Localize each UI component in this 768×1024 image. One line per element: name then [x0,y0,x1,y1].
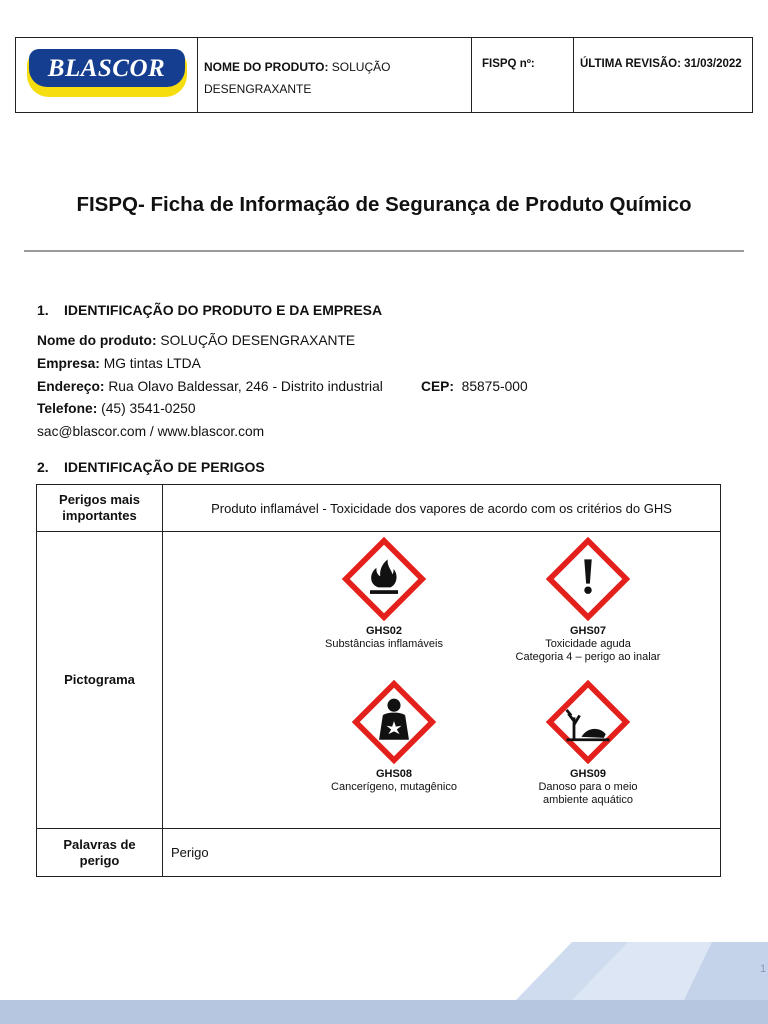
title-divider [24,250,744,252]
pictogram-ghs09: GHS09 Danoso para o meio ambiente aquático [493,680,683,807]
address-line: Endereço: Rua Olavo Baldessar, 246 - Distrito industrial CEP: 85875-000 [37,376,383,399]
footer-band [0,1000,768,1024]
page-number: 1 [760,963,767,975]
pictogram-area [163,532,720,828]
blascor-logo: BLASCOR [25,47,189,103]
logo-cell [16,38,198,112]
pictogram-ghs07: GHS07 Toxicidade aguda Categoria 4 – perigo ao inalar [493,537,683,664]
section-1-heading: 1. IDENTIFICAÇÃO DO PRODUTO E DA EMPRESA [37,302,383,318]
product-name-value-2: DESENGRAXANTE [204,82,312,96]
product-line: Nome do produto: SOLUÇÃO DESENGRAXANTE [37,333,356,348]
pictogram-ghs08: GHS08 Cancerígeno, mutagênico [299,680,489,794]
last-revision-cell: ÚLTIMA REVISÃO: 31/03/2022 [580,58,742,70]
contact-line: sac@blascor.com / www.blascor.com [37,424,265,440]
environment-icon [543,680,633,764]
footer-decoration [0,942,768,1000]
hazards-row-signal-word: Palavras de perigo Perigo [37,829,720,876]
product-name-label: NOME DO PRODUTO: [204,60,329,74]
main-hazards-value: Produto inflamável - Toxicidade dos vapores de acordo com os critérios do GHS [211,500,672,516]
hazards-row-pictograms: Pictograma GHS02 Substâncias inflamáveis GHS07 Toxicidade aguda Categoria 4 – perigo ao inalar GHS08 Cancerígeno, mutagênico GHS09 Danoso para o meio ambiente aquático [37,532,720,829]
product-name-cell [198,38,472,112]
phone-line: Telefone: (45) 3541-0250 [37,401,196,417]
section-1-content [37,330,528,444]
company-line: Empresa: MG tintas LTDA [37,355,201,371]
product-name-value-1: SOLUÇÃO [331,60,391,74]
health-hazard-icon [349,680,439,764]
pictogram-ghs02: GHS02 Substâncias inflamáveis [289,537,479,651]
document-header [15,37,753,113]
hazards-row-main: Perigos mais importantes Produto inflamável - Toxicidade dos vapores de acordo com os critérios do GHS [37,485,720,532]
hazards-table [36,484,721,877]
document-title: FISPQ- Ficha de Informação de Segurança de Produto Químico [76,193,692,216]
signal-word-value: Perigo [171,845,209,860]
flame-icon [339,537,429,621]
section-2-heading: 2. IDENTIFICAÇÃO DE PERIGOS [37,459,265,475]
cep: CEP: 85875-000 [421,378,528,394]
fispq-number-cell: FISPQ nº: [472,38,574,112]
exclamation-icon [543,537,633,621]
